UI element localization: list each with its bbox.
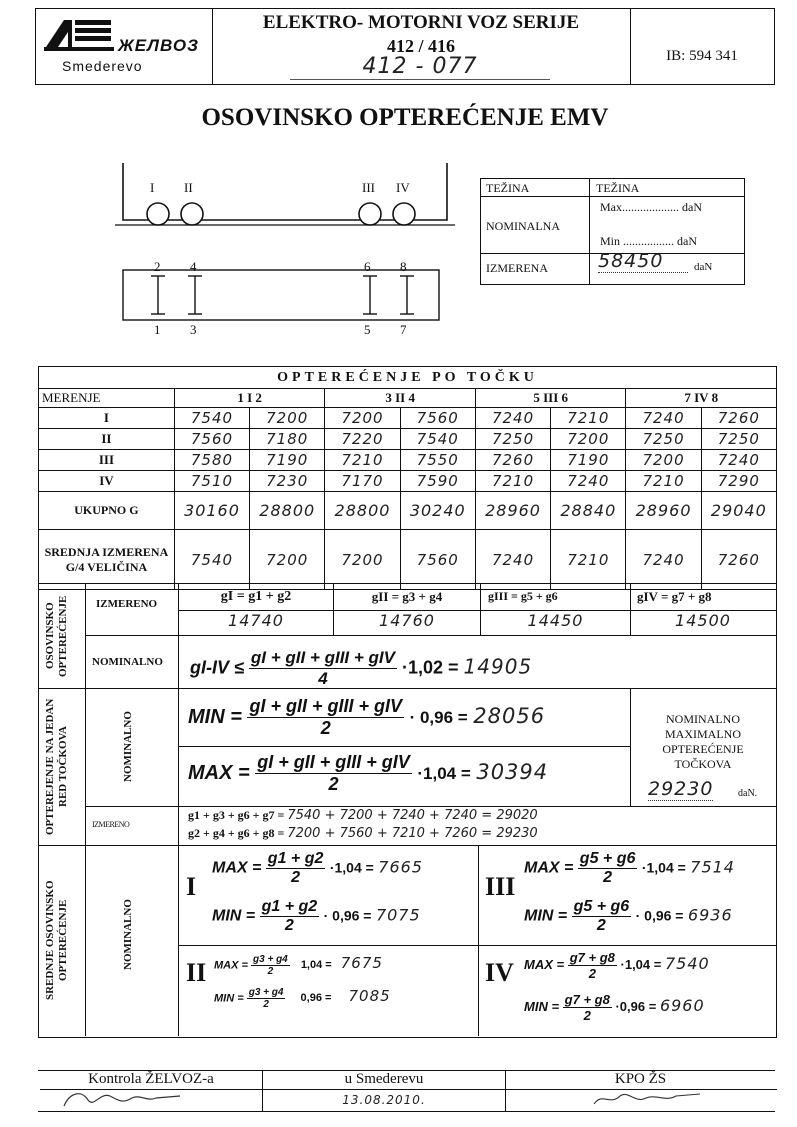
cell-value: 7210: [626, 471, 701, 492]
weight-box-divider: [589, 178, 590, 285]
block-max-lhs: MAX =: [524, 956, 565, 972]
nominal-formula: [190, 648, 532, 689]
cell-value: 7580: [174, 450, 249, 471]
cell-value: 7510: [174, 471, 249, 492]
axle-label: II: [184, 180, 193, 195]
logo-text: ЖЕЛВОЗ: [118, 36, 199, 55]
measurement-rows: [39, 408, 777, 492]
group-header: 3 II 4: [325, 389, 476, 408]
document-title: ELEKTRO- MOTORNI VOZ SERIJE: [262, 12, 580, 33]
total-value: 28840: [551, 492, 626, 530]
row-label: IV: [39, 471, 175, 492]
city-label: Smederevo: [62, 58, 143, 74]
cell-value: 7190: [551, 450, 626, 471]
cell-value: 7210: [475, 471, 550, 492]
section-divider: [178, 635, 777, 636]
axle-value: 14740: [228, 611, 284, 630]
avg-axle-side-label: SREDNJE OSOVINSKO OPTEREĆENJE: [44, 880, 69, 1000]
block-min-formula: [524, 992, 705, 1023]
wheel-sum-formula: g1 + g3 + g6 + g7 =: [188, 808, 285, 822]
fraction-numerator: g1 + g2: [261, 898, 318, 915]
wheel-point: 6: [364, 259, 371, 274]
fraction-denominator: 2: [320, 718, 331, 738]
block-fraction: [563, 992, 612, 1023]
cell-value: 7200: [551, 429, 626, 450]
block-fraction: [266, 850, 326, 887]
header-divider: [212, 8, 213, 85]
block-max-value: 7675: [340, 954, 383, 973]
section-divider: [478, 845, 479, 1036]
block-max-factor: ·1,04 =: [329, 859, 374, 876]
cell-value: 7560: [400, 408, 475, 429]
block-min-factor: ·0,96 =: [615, 998, 657, 1014]
footer-date-cell: [263, 1091, 505, 1109]
fraction-denominator: 2: [596, 917, 606, 934]
section-divider: [630, 688, 631, 806]
cell-value: 7290: [701, 471, 776, 492]
wheel-sum-line: [188, 808, 538, 823]
block-min-factor: · 0,96 =: [635, 907, 684, 924]
fraction-numerator: g3 + g4: [248, 987, 284, 998]
cell-value: 7240: [475, 408, 550, 429]
block-min-factor: 0,96 =: [300, 992, 332, 1005]
block-roman: II: [186, 958, 207, 987]
average-value: 7260: [701, 530, 776, 590]
wheel-sum-handwritten: 7200 + 7560 + 7210 + 7260 = 29230: [287, 826, 538, 841]
block-fraction: [247, 987, 286, 1010]
cell-value: 7250: [701, 429, 776, 450]
nominal-label: NOMINALNO: [92, 656, 163, 668]
fraction-numerator: gI + gII + gIII + gIV: [257, 752, 410, 772]
wheel-row-max-formula: [188, 752, 548, 795]
fraction-numerator: g3 + g4: [253, 954, 288, 965]
footer-label: Kontrola ŽELVOZ-a: [88, 1071, 214, 1087]
page-title: OSOVINSKO OPTEREĆENJE EMV: [201, 104, 609, 131]
block-max-formula: [524, 850, 735, 887]
nominal-lhs: gI-IV ≤: [190, 657, 244, 678]
total-value: 28960: [475, 492, 550, 530]
block-max-value: 7514: [690, 857, 735, 877]
section-divider: [85, 806, 777, 807]
section-divider: [178, 635, 179, 688]
cell-value: 7170: [325, 471, 400, 492]
total-value: 30160: [174, 492, 249, 530]
max-result: 30394: [476, 759, 549, 784]
block-max-formula: [214, 954, 383, 977]
signature-kpo: [590, 1088, 710, 1110]
min-result: 28056: [473, 703, 546, 728]
block-fraction: [251, 954, 290, 977]
fraction-denominator: 2: [583, 1008, 591, 1023]
total-value: 29040: [701, 492, 776, 530]
block-fraction: [260, 898, 320, 935]
table-row: [39, 471, 777, 492]
block-roman: III: [485, 872, 516, 901]
cell-value: 7180: [250, 429, 325, 450]
fraction-numerator: g7 + g8: [569, 950, 615, 965]
max-lhs: MAX =: [188, 761, 250, 784]
cell-value: 7200: [325, 408, 400, 429]
block-min-lhs: MIN =: [524, 907, 568, 925]
measured-weight-value: 58450: [598, 250, 688, 273]
load-table-title: OPTEREĆENJE PO TOČKU: [39, 367, 777, 389]
cell-value: 7260: [701, 408, 776, 429]
measured-weight-label: IZMERENA: [486, 261, 548, 275]
block-max-lhs: MAX =: [212, 859, 262, 877]
weight-header: TEŽINA: [596, 181, 640, 195]
total-value: 28800: [250, 492, 325, 530]
wheel-sum-formula: g2 + g4 + g6 + g8 =: [188, 826, 285, 840]
axle-value: 14500: [675, 611, 731, 630]
axle-label: III: [362, 180, 375, 195]
block-min-lhs: MIN =: [214, 992, 244, 1005]
wheel-point: 5: [364, 322, 371, 337]
max-weight-line: Max................... daN: [600, 200, 702, 214]
fraction-numerator: gI + gII + gIII + gIV: [250, 648, 395, 667]
table-row: [39, 450, 777, 471]
cell-value: 7540: [174, 408, 249, 429]
fraction-denominator: 2: [328, 774, 339, 794]
avg-axle-nominal-label: NOMINALNO: [122, 899, 134, 971]
cell-value: 7210: [325, 450, 400, 471]
cell-value: 7200: [626, 450, 701, 471]
section-divider: [38, 688, 777, 689]
cell-value: 7560: [174, 429, 249, 450]
block-min-value: 6936: [687, 905, 733, 925]
total-label: UKUPNO G: [39, 492, 175, 530]
block-min-lhs: MIN =: [212, 907, 256, 925]
measured-weight-unit: daN: [694, 261, 713, 273]
nominal-max-unit: daN.: [738, 788, 758, 799]
section-divider: [85, 845, 86, 1036]
section-divider: [178, 688, 179, 845]
max-factor: ·1,04 =: [417, 763, 471, 783]
total-value: 30240: [400, 492, 475, 530]
cell-value: 7220: [325, 429, 400, 450]
weight-box-divider: [480, 196, 745, 197]
table-row: [39, 429, 777, 450]
block-fraction: [578, 850, 638, 887]
axle-load-side-label: OSOVINSKO OPTEREĆENJE: [44, 595, 69, 677]
weight-header: TEŽINA: [486, 181, 530, 195]
max-fraction: [255, 752, 412, 795]
fraction-denominator: 2: [263, 999, 269, 1010]
axle-formula: gIV = g7 + g8: [637, 589, 712, 604]
fraction-denominator: 2: [291, 869, 301, 886]
signature-control: [60, 1086, 210, 1112]
cell-value: 7590: [400, 471, 475, 492]
average-value: 7200: [250, 530, 325, 590]
wheel-point: 7: [400, 322, 407, 337]
cell-value: 7230: [250, 471, 325, 492]
block-max-factor: ·1,04 =: [641, 859, 686, 876]
cell-value: 7540: [400, 429, 475, 450]
section-divider: [85, 688, 86, 845]
min-weight-line: Min ................. daN: [600, 234, 697, 248]
nominal-max-value: 29230: [648, 778, 714, 800]
block-min-factor: · 0,96 =: [323, 907, 372, 924]
average-value: 7560: [400, 530, 475, 590]
wheel-point: 1: [154, 322, 161, 337]
section-divider: [178, 945, 777, 946]
section-divider: [85, 635, 180, 636]
section-divider: [178, 845, 179, 1036]
block-roman: IV: [485, 958, 514, 987]
average-value: 7540: [174, 530, 249, 590]
axle-label: I: [150, 180, 155, 195]
measure-header: MERENJE: [39, 389, 175, 408]
axle-value: 14450: [527, 611, 584, 630]
block-max-factor: ·1,04 =: [620, 956, 662, 972]
fraction-numerator: gI + gII + gIII + gIV: [249, 696, 403, 716]
axle-formula: gIII = g5 + g6: [488, 589, 558, 603]
wheel-row-measured-label: IZMERENO: [92, 820, 130, 829]
section-divider: [38, 583, 777, 584]
row-label: III: [39, 450, 175, 471]
cell-value: 7250: [626, 429, 701, 450]
block-min-lhs: MIN =: [524, 998, 560, 1014]
block-max-factor: 1,04 =: [300, 959, 332, 972]
block-fraction: [568, 950, 617, 981]
min-factor: · 0,96 =: [409, 707, 468, 727]
ib-number: IB: 594 341: [666, 48, 738, 64]
group-header: 7 IV 8: [626, 389, 777, 408]
total-value: 28800: [325, 492, 400, 530]
fraction-numerator: g1 + g2: [267, 850, 324, 867]
section-divider: [38, 845, 777, 846]
cell-value: 7240: [626, 408, 701, 429]
block-max-lhs: MAX =: [214, 959, 248, 972]
nominal-result: 14905: [463, 654, 533, 679]
cell-value: 7210: [551, 408, 626, 429]
section-divider: [178, 746, 630, 747]
totals-row: [39, 492, 777, 530]
cell-value: 7240: [551, 471, 626, 492]
table-row: [39, 408, 777, 429]
block-min-formula: [214, 987, 391, 1010]
footer-label: u Smederevu: [344, 1071, 424, 1087]
average-row: [39, 530, 777, 590]
fraction-denominator: 2: [588, 966, 596, 981]
average-value: 7240: [626, 530, 701, 590]
fraction-numerator: g5 + g6: [579, 850, 636, 867]
fraction-denominator: 2: [603, 869, 613, 886]
serial-handwritten: 412 - 077: [290, 54, 550, 80]
block-max-formula: [524, 950, 710, 981]
group-header: 1 I 2: [174, 389, 325, 408]
block-max-lhs: MAX =: [524, 859, 574, 877]
fraction-denominator: 2: [267, 966, 274, 977]
section-divider: [178, 583, 179, 635]
min-lhs: MIN =: [188, 705, 242, 728]
block-fraction: [572, 898, 632, 935]
footer-label: KPO ŽS: [614, 1071, 667, 1087]
block-min-formula: [212, 898, 421, 935]
wheel-sum-handwritten: 7540 + 7200 + 7240 + 7240 = 29020: [287, 808, 538, 823]
cell-value: 7550: [400, 450, 475, 471]
row-label: I: [39, 408, 175, 429]
block-roman: I: [186, 872, 197, 901]
axle-formula: gII = g3 + g4: [371, 589, 443, 604]
fraction-denominator: 4: [318, 669, 328, 688]
wheel-point: 8: [400, 259, 407, 274]
footer-date: 13.08.2010.: [342, 1093, 426, 1107]
axle-formula: gI = g1 + g2: [220, 589, 292, 604]
wheel-row-side-label: OPTEREJENJE NA JEDAN RED TOČKOVA: [44, 698, 69, 836]
cell-value: 7240: [701, 450, 776, 471]
cell-value: 7250: [475, 429, 550, 450]
wheel-point: 4: [190, 259, 197, 274]
fraction-numerator: g7 + g8: [564, 992, 610, 1007]
nominal-fraction: [249, 648, 397, 689]
axle-label: IV: [396, 180, 410, 195]
load-per-wheel-table: [38, 366, 777, 590]
block-min-value: 7075: [375, 905, 421, 925]
average-label: SREDNJA IZMERENA G/4 VELIČINA: [39, 530, 175, 590]
block-max-value: 7540: [664, 953, 710, 973]
measured-label: IZMERENO: [96, 598, 158, 610]
wheel-row-nominal-label: NOMINALNO: [122, 711, 134, 783]
cell-value: 7190: [250, 450, 325, 471]
average-value: 7210: [551, 530, 626, 590]
nominal-max-title: NOMINALNO MAXIMALNO OPTEREĆENJE TOČKOVA: [662, 712, 744, 771]
cell-value: 7200: [250, 408, 325, 429]
row-label: II: [39, 429, 175, 450]
average-value: 7240: [475, 530, 550, 590]
nominal-factor: ·1,02 =: [401, 657, 459, 678]
min-fraction: [247, 696, 404, 739]
block-min-value: 6960: [659, 995, 705, 1015]
block-max-value: 7665: [378, 857, 423, 877]
wheel-point: 2: [154, 259, 161, 274]
nominal-weight-label: NOMINALNA: [486, 219, 560, 233]
group-header: 5 III 6: [475, 389, 626, 408]
fraction-numerator: g5 + g6: [573, 898, 630, 915]
wheel-sum-line: [188, 826, 538, 841]
series-number: 412 / 416: [386, 36, 455, 56]
average-value: 7200: [325, 530, 400, 590]
block-min-value: 7085: [348, 987, 391, 1006]
total-value: 28960: [626, 492, 701, 530]
wheel-row-min-formula: [188, 696, 545, 739]
wheel-point: 3: [190, 322, 197, 337]
block-max-formula: [212, 850, 423, 887]
axle-value: 14760: [379, 611, 435, 630]
fraction-denominator: 2: [284, 917, 294, 934]
block-min-formula: [524, 898, 733, 935]
header-divider: [630, 8, 631, 85]
cell-value: 7260: [475, 450, 550, 471]
